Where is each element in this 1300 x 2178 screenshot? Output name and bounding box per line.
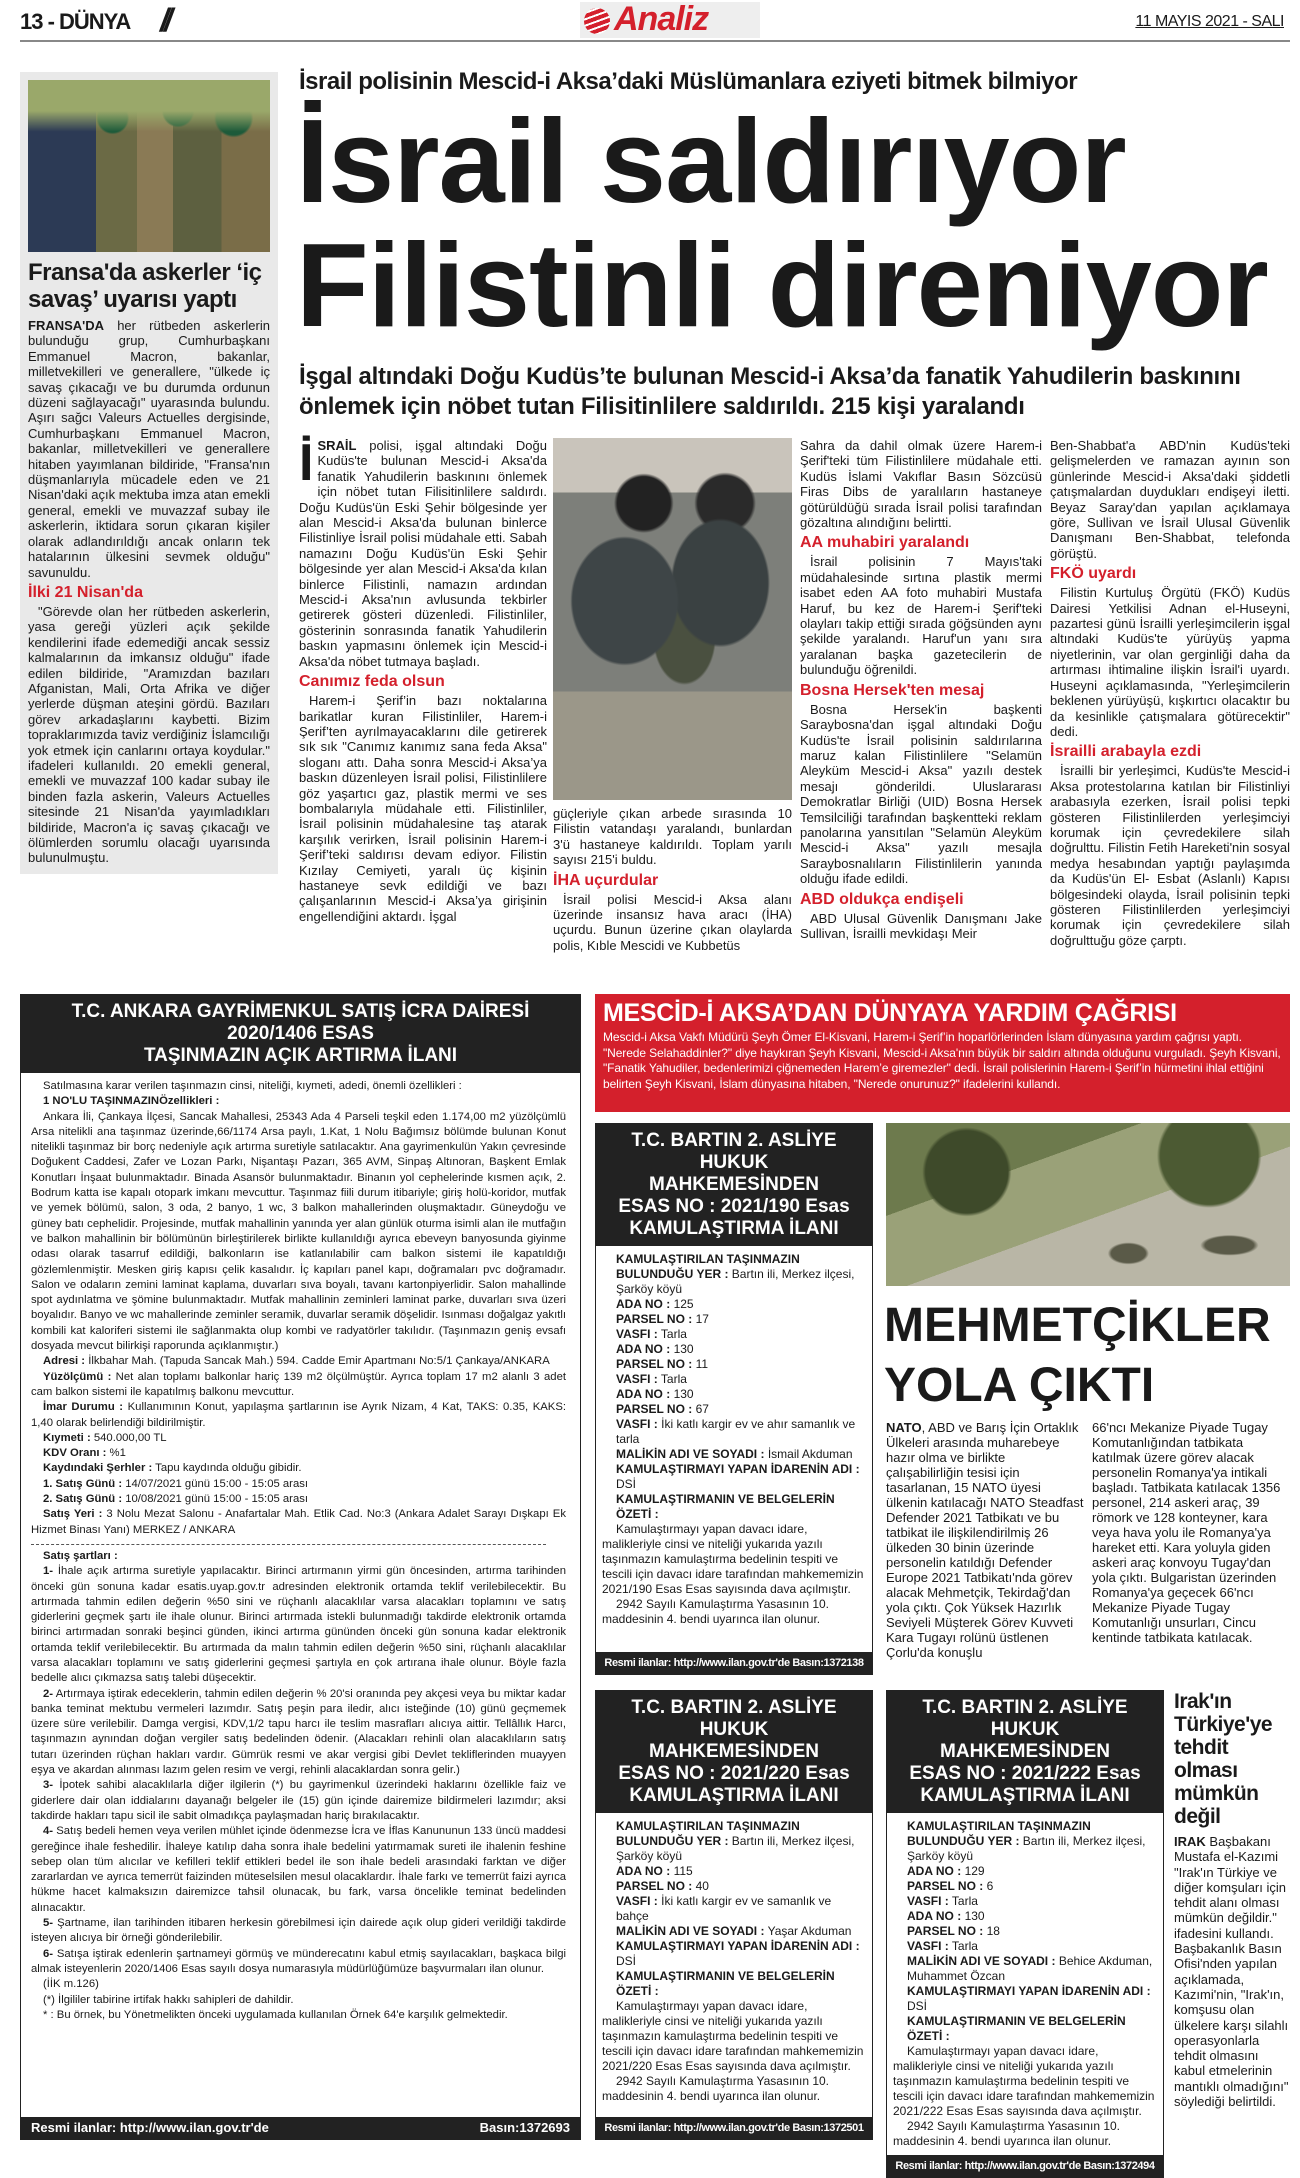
- field-value: 14/07/2021 günü 15:00 - 15:05 arası: [122, 1477, 309, 1490]
- paragraph: [886, 1420, 1084, 1660]
- field-value: Tarla: [951, 1939, 978, 1953]
- term-number: 1-: [43, 1565, 54, 1578]
- newspaper-logo: [580, 2, 760, 38]
- subtitle: [31, 1094, 566, 1109]
- lead-word: IRAK: [1174, 1834, 1206, 1849]
- field-label: Kıymeti :: [43, 1431, 91, 1444]
- location: [602, 1252, 864, 1297]
- parcel-vasfi: [602, 1327, 864, 1342]
- main-headline: [296, 95, 1296, 352]
- nato-headline-line: YOLA ÇIKTI: [884, 1359, 1155, 1412]
- field-label: 2. Satış Günü :: [43, 1493, 123, 1506]
- sale-term: [31, 1687, 566, 1779]
- subheading: İlki 21 Nisan'da: [28, 583, 143, 601]
- sale-terms: [31, 1564, 566, 1977]
- note: * : Bu örnek, bu Yönetmelikten önceki uygulamada kullanılan Örnek 64'e karşılık gelmektedir.: [43, 2008, 508, 2021]
- paragraph: güçleriyle çıkan arbede sırasında 10 Filistin vatandaşı yaralandı, bunlardan 3'ü hastaneye kaldırıldı. Toplam yarılı sayısı 215'i buldu.: [553, 806, 792, 868]
- notice-body: [596, 1813, 872, 2110]
- parcel-ada: [602, 1297, 864, 1312]
- notice-body: [887, 1813, 1163, 2155]
- parcel-ada: [602, 1387, 864, 1402]
- property-field: [31, 1370, 566, 1401]
- property-field: [31, 1400, 566, 1431]
- paragraph: [28, 318, 270, 580]
- police-detaining-man-photo: [553, 438, 792, 800]
- paragraph: İsrail polisinin 7 Mayıs'taki müdahalesinde sırtına plastik mermi isabet eden AA foto muhabiri Mustafa Haruf, bu kez de Harem-i Şerif'teki olayları takip ettiği sırada göğsünden aynı şekilde yaralandı. Haruf'un yanı sıra yaralanan başka gazetecilerin de bulunduğu öğrenildi.: [800, 554, 1042, 678]
- field-label: KAMULAŞTIRMANIN VE BELGELERİN ÖZETİ :: [616, 1969, 835, 1998]
- parcel-parsel: [602, 1312, 864, 1327]
- property-fields: [31, 1354, 566, 1538]
- field-label: KAMULAŞTIRMANIN VE BELGELERİN ÖZETİ :: [616, 1492, 835, 1521]
- sale-term: [31, 1916, 566, 1947]
- field-label: VASFI :: [616, 1372, 658, 1386]
- field-label: İmar Durumu :: [43, 1401, 124, 1414]
- parcel-vasfi: [893, 1894, 1155, 1909]
- notice-title-line: TAŞINMAZIN AÇIK ARTIRMA İLANI: [143, 1045, 458, 1066]
- bartin-expropriation-notice: [595, 1123, 873, 1675]
- paragraph-text: her rütbeden askerlerin bulunduğu grup, Cumhurbaşkanı Emmanuel Macron, bakanlar, milletvekilleri ve generallere, "ülkede iç savaş çıkacağı ve bu durumda ordunun düzeni sağlayacağı" uyarasında bulundu. Aşırı sağcı Valeurs Actuelles dergisinde, Cumhurbaşkanı Emmanuel Macron, bakanlar, milletvekilleri ve generallere hitaben yayımlanan bildiride, "Fransa'nın düşmanlarıyla mücadele eden ve 21 Nisan'daki açık mektuba imza atan emekli general, emekli ve muvazzaf subay ile askerlerin, iktidara sorun çıkaran kişiler olarak adlandırıldığı ancak onların tek hatalarının ülkesini sevmek olduğu" savunuldu.: [28, 318, 270, 580]
- sale-term: [31, 1778, 566, 1824]
- field-value: Yaşar Akduman: [767, 1924, 852, 1938]
- note: (*) İlgililer tabirine irtifak hakkı sahipleri de dahildir.: [43, 1993, 294, 2006]
- parcel-vasfi: [602, 1372, 864, 1387]
- field-value: Tarla: [660, 1327, 687, 1341]
- field-label: ADA NO :: [616, 1297, 671, 1311]
- divider: [31, 1544, 546, 1545]
- field-label: Yüzölçümü :: [43, 1370, 112, 1383]
- issue-date: 11 MAYIS 2021 - SALI: [1135, 13, 1284, 30]
- field-value: Net alan toplamı balkonlar hariç 139 m2 ölçülmüştür. Ayrıca toplam 17 m2 alanlı 3 adet cam balkon sistemi ile kapatılmış balkonu mevcuttur.: [31, 1370, 566, 1398]
- notice-footer: Resmi ilanlar: http://www.ilan.gov.tr'de Basın:1372494: [887, 2155, 1163, 2177]
- paragraph: ABD Ulusal Güvenlik Danışmanı Jake Sullivan, İsrailli mevkidaşı Meir: [800, 910, 1042, 941]
- notice-title-line: KAMULAŞTIRMA İLANI: [920, 1785, 1130, 1806]
- property-field: [31, 1354, 566, 1369]
- field-label: ADA NO :: [616, 1864, 671, 1878]
- description: Ankara İli, Çankaya İlçesi, Sancak Mahallesi, 25343 Ada 4 Parseli teşkil eden 1.174,00 m2 yüzölçümlü Arsa nitelikli ana taşınmaz üzerinde,66/1174 Arsa paylı, 1.Kat, 1 Nolu Bağımsız bölümde bulunan Konut nitelikli taşınmaz bir borç nedeniyle açık artırma suretiyle satılacaktır. Ana gayrimenkulün Yakın çevresinde Doğukent Caddesi, Zafer ve Lozan Parkı, Nişantaşı Pazarı, 365 AVM, Sinpaş Altınoran, Başkent Emlak Konutları İnşaat bulunmaktadır. Binada Asansör bulunmaktadır. Binanın yol cephelerinde kısmen açık, 2. Bodrum katta ise kapalı otopark imkanı mevcuttur. Taşınmaz fiili durum itibariyle; giriş holü-koridor, mutfak ve yemek bölümü, salon, 3 oda, 2 banyo, 1 wc, 3 balkon mahallerinden oluşmaktadır. Güneydoğu ve güney batı cephelidir. Projesinde, mutfak mahallinin yanında yer alan günlük oturma isimli alan ile mutfağın ve balkon mahallinin bir bölümünün birleştirilerek birlikte kullanıldığı ayrıca ebeveyn banyosunda giyinme odası olarak tasarruf edildiği, balkonların ise katlanılabilir cam balkon sistemi ile kapatıldığı gözlemlenmiştir. Mesken giriş kapısı çelik kasalıdır. İç kapıları panel kapı, doğramaları pvc doğramadır. Salon ve odaların zemini laminat kaplama, duvarları sıva boyalı, tavanı kartonpiyerlidir. Salon mahallinde spot aydınlatma ve şömine bulunmaktadır. Mutfak mahallinin zeminleri laminat parke, duvarları sıva üzeri boyalıdır. Banyo ve wc mahallerinde zeminler seramik, duvarlar seramik döşelidir. Isınması doğalgaz yakıtlı kombili kat kaloriferi sistemi ile sağlanmakta olup kombi ve radyatörler takılıdır. (Taşınmazın geniş evsafı dosyada mevcut bilirkişi raporunda açıklanmıştır.): [31, 1110, 566, 1353]
- field-value: 18: [986, 1924, 1000, 1938]
- location: [893, 1819, 1155, 1864]
- field-value: 540.000,00 TL: [90, 1431, 167, 1444]
- notice-title-line: KAMULAŞTIRMA İLANI: [629, 1785, 839, 1806]
- term-text: İhale açık artırma suretiyle yapılacaktır. Birinci artırmanın yirmi gün öncesinden, artırma tarihinden önceki gün sonuna kadar esatis.uyap.gov.tr adresinden elektronik ortamda teklif verilebilecektir. Bu artırmada tahmin edilen değerin %50 sini ve rüçhanlı alacaklılar varsa alacakları toplamını ve satış giderlerini geçmek şartı ile ihale olunur. Birinci artırmada istekli bulunmadığı takdirde elektronik ortamda birinci artırmadan sonraki beşinci günden, ikinci artırma gününden önceki gün sonuna kadar elektronik ortamda teklif verilebilecektir. Bu artırmada da malın tahmin edilen değerin %50 sini, rüçhanlı alacaklılar varsa alacakları toplamını ve satış giderlerini geçmesi şartıyla en çok artırana ihale olunur. Böyle fazla bedelle alıcı çıkmazsa satış talebi düşecektir.: [31, 1565, 566, 1685]
- notes: [31, 1977, 566, 2023]
- notice-title-line: ESAS NO : 2021/220 Esas: [618, 1763, 850, 1784]
- field-value: Tarla: [660, 1372, 687, 1386]
- lead-word: NATO: [886, 1420, 922, 1435]
- field-value: İki katlı kargir ev ve samanlık ve bahçe: [616, 1894, 832, 1923]
- main-headline-line: Filistinli direniyor: [296, 219, 1268, 352]
- field-value: DSİ: [616, 1477, 637, 1491]
- sidebar-headline: Fransa'da askerler ‘iç savaş’ uyarısı yaptı: [28, 259, 262, 313]
- parcel-parsel: [893, 1879, 1155, 1894]
- field-label: KAMULAŞTIRILAN TAŞINMAZIN BULUNDUĞU YER :: [616, 1252, 800, 1281]
- property-field: [31, 1492, 566, 1507]
- main-headline-line: İsrail saldırıyor: [296, 95, 1126, 228]
- field-label: VASFI :: [616, 1327, 658, 1341]
- field-label: PARSEL NO :: [616, 1312, 693, 1326]
- footer-press-number: Basın:1372693: [479, 2120, 570, 2135]
- parcel-parsel: [602, 1879, 864, 1894]
- notice-body: [21, 1073, 580, 2029]
- term-number: 3-: [43, 1779, 54, 1792]
- field-value: %1: [106, 1447, 126, 1460]
- nato-headline: [884, 1296, 1290, 1416]
- field-label: PARSEL NO :: [616, 1357, 693, 1371]
- field-label: ADA NO :: [907, 1909, 962, 1923]
- notice-title-line: ESAS NO : 2021/222 Esas: [909, 1763, 1141, 1784]
- drop-cap: İ: [299, 434, 314, 492]
- note: (İİK m.126): [43, 1978, 99, 1991]
- parcel-ada: [602, 1864, 864, 1879]
- paragraph-text: polisi, işgal altındaki Doğu Kudüs'te bulunan Mescid-i Aksa'da fanatik Yahudilerin baskınını önlemek için nöbet tutan Filisitinlilere saldırdı. Doğu Kudüs'ün Eski Şehir bölgesinde yer alan Mescid-i Aksa'da bulunan binlerce Filistinliye İsrail polisi müdahale etti. Sabah namazını Doğu Kudüs'ün Eski Şehir bölgesinde yer alan Mescid-i Aksa'da kılan binlerce Filistinli, namazın ardından Mescid-i Aksa'nın avlusunda tekbirler getirerek gösteri düzenledi. Filistinliler, gösterinin sonrasında fanatik Yahudilerin baskın yapmasını önlemek için Mescid-i Aksa'da nöbet tutmaya başladı.: [299, 438, 547, 669]
- paragraph: Satılmasına karar verilen taşınmazın cinsi, niteliği, kıymeti, adedi, önemli özellikleri :: [43, 1080, 462, 1092]
- military-vehicles-photo: [886, 1123, 1290, 1286]
- notice-title: [596, 1124, 872, 1246]
- field-value: Kullanımının Konut, yapılaşma şartlarının ise Ayrık Nizam, 4 Kat, TAKS: 0.35, KAKS: 1,40 olarak belirlendiği bildirilmiştir.: [31, 1401, 567, 1429]
- sidebar-article-france: [20, 72, 278, 874]
- field-value: 40: [695, 1879, 709, 1893]
- notice-title-line: T.C. BARTIN 2. ASLİYE HUKUK: [922, 1697, 1128, 1740]
- law-text: 2942 Sayılı Kamulaştırma Yasasının 10. maddesinin 4. bendi uyarınca ilan olunur.: [893, 2119, 1121, 2148]
- nato-column-2: [1092, 1420, 1290, 1645]
- terms-title-text: Satış şartları :: [43, 1549, 118, 1562]
- notice-title: [21, 995, 580, 1073]
- summary-label: [602, 1492, 864, 1522]
- agency-field: [602, 1462, 864, 1492]
- notice-title-line: KAMULAŞTIRMA İLANI: [629, 1218, 839, 1239]
- field-value: 17: [695, 1312, 709, 1326]
- iraq-article: [1174, 1690, 1292, 2109]
- ankara-auction-notice: [20, 994, 581, 2140]
- law-text: 2942 Sayılı Kamulaştırma Yasasının 10. maddesinin 4. bendi uyarınca ilan olunur.: [602, 1597, 830, 1626]
- footer-source: Resmi ilanlar: http://www.ilan.gov.tr'de: [31, 2120, 269, 2135]
- nato-headline-line: MEHMETÇİKLER: [884, 1299, 1271, 1352]
- banner-title: MESCİD-İ AKSA’DAN DÜNYAYA YARDIM ÇAĞRISI: [603, 999, 1177, 1027]
- field-value: Tapu kaydında olduğu gibidir.: [152, 1462, 302, 1475]
- parcel-ada: [893, 1864, 1155, 1879]
- term-number: 4-: [43, 1825, 54, 1838]
- field-label: PARSEL NO :: [616, 1402, 693, 1416]
- field-value: 130: [964, 1909, 985, 1923]
- paragraph: "Görevde olan her rütbeden askerlerin, yasa gereği yüzleri açık şekilde kendilerini ifade edemediği ancak sessiz kalmalarının da imkansız olduğu" ifade edilen bildiride, "Aramızdan bazıları Afganistan, Mali, Orta Afrika ve diğer yerlerde düşman ateşini gördü. Bazıları görev arkadaşlarını kaybetti. Bizim topraklarımızda taviz verdiğiniz İslamcılığı yok etmek için canlarını ortaya koydular." ifadeleri kullanıldı. 20 emekli general, emekli ve muvazzaf 100 kadar subay ile binden fazla askerin, Valeurs Actuelles sitesinde 21 Nisan'da yayımladıkları bildiride, Macron'a iç savaş çıkacağı ve ölümlerden sorumlu olacağı uyarısında bulunulmuştu.: [28, 603, 270, 866]
- field-label: KAMULAŞTIRMAYI YAPAN İDARENİN ADI :: [907, 1984, 1151, 1998]
- headline-kicker: İsrail polisinin Mescid-i Aksa’daki Müslümanlara eziyeti bitmek bilmiyor: [299, 68, 1078, 95]
- agency-field: [602, 1939, 864, 1969]
- notice-title: [887, 1691, 1163, 1813]
- subheading: Bosna Hersek'ten mesaj: [800, 681, 985, 699]
- paragraph: Sahra da dahil olmak üzere Harem-i Şerif'teki tüm Filistinlilere müdahale etti. Kudüs İslami Vakıflar Basın Sözcüsü Firas Dibs de yaralıların hastaneye götürüldüğü sırada İsrail polisi tarafından gözaltına alındığını belirtti.: [800, 438, 1042, 531]
- owner-field: [893, 1954, 1155, 1984]
- aksa-call-banner: [595, 994, 1290, 1112]
- banner-text: Mescid-i Aksa Vakfı Müdürü Şeyh Ömer El-Kisvani, Harem-i Şerif’in hoparlörlerinden İslam dünyasına yardım çağrısı yaptı. "Nerede Selahaddinler?" diye haykıran Şeyh Kisvani, Mescid-i Aksa'nın büyük bir saldırı altında olduğunu vurguladı. Şeyh Kisvani, "Fanatik Yahudiler, bedenlerimizi çiğnemeden Harem’e giremezler" dedi. İsrail polislerinin Harem-i Şerif’in hürmetini ihlal ettiğini belirten Şeyh Kisvani, İslam dünyasına hitaben, "Nerede onurunuz?" ifadelerini kullandı.: [603, 1030, 1281, 1091]
- field-label: VASFI :: [616, 1417, 658, 1431]
- term-number: 5-: [43, 1917, 54, 1930]
- field-label: VASFI :: [907, 1894, 949, 1908]
- iraq-headline: Irak'ın Türkiye'ye tehdit olması mümkün değil: [1174, 1690, 1273, 1828]
- parcel-parsel: [602, 1357, 864, 1372]
- field-value: 130: [673, 1387, 694, 1401]
- notice-title-line: T.C. BARTIN 2. ASLİYE HUKUK: [631, 1697, 837, 1740]
- notice-title-line: T.C. BARTIN 2. ASLİYE HUKUK: [631, 1130, 837, 1173]
- agency-field: [893, 1984, 1155, 2014]
- nato-column-1: [886, 1420, 1084, 1660]
- location: [602, 1819, 864, 1864]
- field-label: VASFI :: [616, 1894, 658, 1908]
- article-column-1: [299, 434, 547, 924]
- page-header: [20, 0, 1290, 42]
- paragraph: Ben-Shabbat'a ABD'nin Kudüs'teki gelişmelerden ve ramazan ayının son günlerinde Mescid-i Aksa'daki şiddetli çatışmalardan duydukları endişeyi iletti. Beyaz Saray'dan yapılan açıklamaya göre, Sullivan ve İsrail Ulusal Güvenlik Danışmanı Ben-Shabbat, telefonda görüştü.: [1050, 438, 1290, 561]
- summary-label: [893, 2014, 1155, 2044]
- property-field: [31, 1446, 566, 1461]
- logo-globe-icon: [584, 8, 610, 34]
- paragraph: 66'ncı Mekanize Piyade Tugay Komutanlığından tatbikata katılmak üzere görev alacak personelin Romanya'ya intikali başladı. Tatbikata katılacak 1356 personel, 214 askeri araç, 39 römork ve 128 konteyner, kara veya hava yolu ile Romanya'ya hareket etti. Kara yoluyla giden askeri araç konvoyu Tugay'dan yola çıktı. Bulgaristan üzerinden Romanya'ya geçecek 66'ncı Mekanize Piyade Tugay Komutanlığı unsurları, Cincu kentinde tatbikata katılacak.: [1092, 1420, 1281, 1645]
- paragraph: [299, 434, 547, 669]
- field-label: KAMULAŞTIRMAYI YAPAN İDARENİN ADI :: [616, 1939, 860, 1953]
- field-label: PARSEL NO :: [907, 1924, 984, 1938]
- field-label: ADA NO :: [616, 1387, 671, 1401]
- article-column-2: [553, 438, 792, 953]
- iraq-body: [1174, 1834, 1292, 2109]
- subheading: Canımız feda olsun: [299, 673, 445, 691]
- paragraph-text: , ABD ve Barış İçin Ortaklık Ülkeleri arasında muharebeye hazır olma ve birlikte çalışabilirliğin tesisi için tasarlanan, 15 NATO üyesi ülkenin katılacağı NATO Steadfast Defender 2021 Tatbikatı ve bu tatbikat ile ilişkilendirilmiş 26 ülkeden 30 binin üzerinde personelin katıldığı Defender Europe 2021 Tatbikatı'nda görev alacak Mehmetçik, Tekirdağ'dan yola çıktı. Çok Yüksek Hazırlık Seviyeli Müşterek Görev Kuvveti Kara Tugayı rolünü üstlenen Çorlu'da konuşlu: [886, 1420, 1084, 1660]
- summary-text: Kamulaştırmayı yapan davacı idare, malikleriyle cinsi ve niteliği yukarıda yazılı taşınmazın kamulaştırma bedelinin tespiti ve tescili için davacı idare tarafından mahkememizin 2021/222 Esas Esas sayısında dava açılmıştır.: [893, 2044, 1155, 2118]
- parcel-parsel: [893, 1924, 1155, 1939]
- owner-field: [602, 1447, 864, 1462]
- subheading: ABD oldukça endişeli: [800, 890, 964, 908]
- sale-term: [31, 1564, 566, 1686]
- field-label: PARSEL NO :: [907, 1879, 984, 1893]
- notice-title-line: ESAS NO : 2021/190 Esas: [618, 1196, 850, 1217]
- property-field: [31, 1461, 566, 1476]
- paragraph: Harem-i Şerif’in bazı noktalarına barikatlar kuran Filistinliler, Harem-i Şerif’ten ayrılmayacaklarını dile getirerek sık sık "Canımız kanımız sana feda Aksa" sloganı attı. Daha sonra Mescid-i Aksa’ya baskın düzenleyen İsrail polisi, Filistinlilere göz yaşartıcı gaz, plastik mermi ve ses bombalarıyla müdahale etti. Filistinliler, İsrail polisinin müdahalesine taş atarak karşılık verirken, İsrail polisinin Harem-i Şerif’teki saldırısı devam ediyor. Filistin Kızılay Cemiyeti, yaralı üç kişinin hastaneye sevk edildiği ve bazı çalışanlarının Mescid-i Aksa’ya girişinin engellendiğini aktardı. İşgal: [299, 693, 547, 924]
- field-label: MALİKİN ADI VE SOYADI :: [616, 1924, 765, 1938]
- owner-field: [602, 1924, 864, 1939]
- field-value: 129: [964, 1864, 985, 1878]
- notice-title-line: MAHKEMESİNDEN: [649, 1741, 819, 1762]
- field-value: 6: [986, 1879, 994, 1893]
- field-value: İlkbahar Mah. (Tapuda Sancak Mah.) 594. Cadde Emir Apartmanı No:5/1 Çankaya/ANKARA: [85, 1355, 550, 1368]
- paragraph-text: Başbakanı Mustafa el-Kazımi "Irak'ın Türkiye ve diğer komşuları için tehdit alanı olması mümkün değildir." ifadesini kullandı. Başbakanlık Basın Ofisi'nden yapılan açıklamada, Kazımi'nin, "Irak'ın, komşusu olan ülkelere karşı silahlı operasyonlarla tehdit olmasını kabul etmelerinin mantıklı olmadığını" söylediği belirtildi.: [1174, 1834, 1289, 2110]
- field-value: 11: [695, 1357, 709, 1371]
- field-label: PARSEL NO :: [616, 1879, 693, 1893]
- field-label: ADA NO :: [616, 1342, 671, 1356]
- field-label: KAMULAŞTIRMANIN VE BELGELERİN ÖZETİ :: [907, 2014, 1126, 2043]
- term-text: Satışa iştirak edenlerin şartnameyi görmüş ve münderecatını kabul etmiş sayılacakları, başkaca bilgi almak isteyenlerin 2020/1406 Esas sayılı dosya numarasıyla müdürlüğümüze başvurmaları ilan olunur.: [31, 1947, 566, 1975]
- field-label: 1. Satış Günü :: [43, 1477, 123, 1490]
- field-label: KAMULAŞTIRILAN TAŞINMAZIN BULUNDUĞU YER :: [616, 1819, 800, 1848]
- field-value: İsmail Akduman: [767, 1447, 853, 1461]
- field-value: 67: [695, 1402, 709, 1416]
- field-value: 125: [673, 1297, 694, 1311]
- paragraph: [1174, 1834, 1292, 2109]
- subtitle-text: 1 NO'LU TAŞINMAZINÖzellikleri :: [43, 1095, 220, 1108]
- bartin-expropriation-notice: [595, 1690, 873, 2140]
- field-label: MALİKİN ADI VE SOYADI :: [616, 1447, 765, 1461]
- field-value: 115: [673, 1864, 693, 1878]
- subheading: İsrailli arabayla ezdi: [1050, 743, 1202, 761]
- lead-word: SRAİL: [317, 438, 357, 453]
- parcel-ada: [602, 1342, 864, 1357]
- field-label: ADA NO :: [907, 1864, 962, 1878]
- property-field: [31, 1431, 566, 1446]
- field-value: Bartın ili, Merkez ilçesi, Şarköy köyü: [616, 1267, 855, 1296]
- field-label: KDV Oranı :: [43, 1447, 107, 1460]
- soldiers-photo: [28, 80, 270, 252]
- paragraph: İsrail polisi Mescid-i Aksa alanı üzerinde insansız hava aracı (İHA) uçurdu. Bunun üzerine çıkan olaylarda polis, Kıble Mescidi ve Kubbetüs: [553, 891, 792, 953]
- field-value: Bartın ili, Merkez ilçesi, Şarköy köyü: [907, 1834, 1146, 1863]
- sidebar-body: [28, 318, 270, 866]
- parcel-vasfi: [893, 1939, 1155, 1954]
- article-column-3: [800, 438, 1042, 941]
- sale-term: [31, 1824, 566, 1916]
- notice-title-line: 2020/1406 ESAS: [227, 1023, 374, 1044]
- subheading: İHA uçurdular: [553, 871, 659, 889]
- section-separator: //: [160, 2, 168, 38]
- parcel-vasfi: [602, 1417, 864, 1447]
- law-text: 2942 Sayılı Kamulaştırma Yasasının 10. maddesinin 4. bendi uyarınca ilan olunur.: [602, 2074, 830, 2103]
- paragraph: Filistin Kurtuluş Örgütü (FKÖ) Kudüs Dairesi Yetkilisi Adnan el-Huseyni, pazartesi günü İsrailli yerleşimcilerin işgal altındaki Kudüs'te yürüyüş yapma niyetlerinin, var olan gerginliği daha da artırması ihtimaline ilişkin İsrail'i uyardı. Huseyni açıklamasında, "Yerleşimcilerin beklenen yürüyüşü, kışkırtıcı olacaktır bu da kesinlikle çatışmalara götürecektir" dedi.: [1050, 585, 1290, 739]
- term-text: Satış bedeli hemen veya verilen mühlet içinde ödenmezse İcra ve İflas Kanununun 133 üncü maddesi gereğince ihale feshedilir. İhaleye katılıp daha sonra ihale bedelini yatırmamak sureti ile ihalenin feshine sebep olan tüm alıcılar ve kefilleri teklif ettikleri bedel ile son ihale bedeli arasındaki farktan ve diğer zararlardan ve ayrıca temerrüt faizinden müteselsilen mesul olacaklardır. İhale farkı ve temerrüt faizi ayrıca hükme hacet kalmaksızın dairemizce tahsil olunacak, bu fark, varsa öncelikle teminat bedelinden alınacaktır.: [31, 1825, 566, 1914]
- notice-footer: [21, 2117, 580, 2139]
- notice-footer: Resmi ilanlar: http://www.ilan.gov.tr'de Basın:1372138: [596, 1652, 872, 1674]
- summary-text: Kamulaştırmayı yapan davacı idare, malikleriyle cinsi ve niteliği yukarıda yazılı taşınmazın kamulaştırma bedelinin tespiti ve tescili için davacı idare tarafından mahkememizin 2021/220 Esas Esas sayısında dava açılmıştır.: [602, 1999, 864, 2073]
- bartin-expropriation-notice: [886, 1690, 1164, 2178]
- notice-body: [596, 1246, 872, 1633]
- field-value: 130: [673, 1342, 694, 1356]
- field-value: 10/08/2021 günü 15:00 - 15:05 arası: [122, 1493, 309, 1506]
- field-value: Behice Akduman, Muhammet Özcan: [907, 1954, 1153, 1983]
- field-value: DSİ: [907, 1999, 928, 2013]
- field-value: İki katlı kargir ev ve ahır samanlık ve tarla: [616, 1417, 856, 1446]
- notice-title-line: MAHKEMESİNDEN: [649, 1174, 819, 1195]
- paragraph: Bosna Hersek'in başkenti Saraybosna'dan işgal altındaki Doğu Kudüs'te İsrail polisinin saldırılarına maruz kalan Filistinlilere "Selamün Aleyküm Mescid-i Aksa" yazılı destek mesajı gönderildi. Uluslararası Demokratlar Birliği (UID) Bosna Hersek Temsilciliği tarafından başkentteki reklam panolarına yansıtılan "Selamün Aleyküm Mescid-i Aksa" yazılı mesajla Saraybosnalıların Filistinlilerin yanında olduğu ifade edildi.: [800, 701, 1042, 887]
- subheading: FKÖ uyardı: [1050, 565, 1137, 583]
- parcel-vasfi: [602, 1894, 864, 1924]
- field-label: MALİKİN ADI VE SOYADI :: [907, 1954, 1056, 1968]
- field-label: Adresi :: [43, 1355, 86, 1368]
- property-field: [31, 1507, 566, 1538]
- terms-title: [31, 1549, 566, 1564]
- field-value: Tarla: [951, 1894, 978, 1908]
- field-value: Bartın ili, Merkez ilçesi, Şarköy köyü: [616, 1834, 855, 1863]
- sale-term: [31, 1947, 566, 1978]
- logo-text: Analiz: [614, 0, 709, 38]
- article-column-4: [1050, 438, 1290, 948]
- paragraph: İsrailli bir yerleşimci, Kudüs'te Mescid-i Aksa protestolarına katılan bir Filistinliyi arabasıyla ezerken, İsrail polisi tepki gösteren Filistinlilerden yerleşimciyi korumak için çevredekilere silah doğrulttu. Filistin Fetih Hareketi'nin sosyal medya hesabından yaptığı paylaşımda da Kudüs'ün El- Esbat (Aslanlı) Kapısı bölgesindeki olayda, İsrail polisinin tepki gösteren Filistinlilerden yerleşimciyi korumak için çevredekilere silah doğrulttuğu göze çarptı.: [1050, 763, 1290, 948]
- subheading: AA muhabiri yaralandı: [800, 534, 970, 552]
- field-label: KAMULAŞTIRMAYI YAPAN İDARENİN ADI :: [616, 1462, 860, 1476]
- field-label: Kaydındaki Şerhler :: [43, 1462, 153, 1475]
- field-label: Satış Yeri :: [43, 1508, 103, 1521]
- property-field: [31, 1477, 566, 1492]
- field-value: 3 Nolu Mezat Salonu - Anafartalar Mah. Etlik Cad. No:3 (Ankara Adalet Sarayı Dışkapı Ek Hizmet Binası Yanı) MERKEZ / ANKARA: [31, 1508, 566, 1536]
- summary-label: [602, 1969, 864, 1999]
- lead-word: FRANSA'DA: [28, 318, 105, 333]
- term-text: İpotek sahibi alacaklılarla diğer ilgilerin (*) bu gayrimenkul üzerindeki haklarını özellikle faiz ve giderlere dair olan iddialarını dayanağı belgeler ile (15) gün içinde dairemize bildirmeleri lazımdır; aksi takdirde hakları tapu sicil ile sabit olmadıkça paylaşmadan hariç bırakılacaktır.: [31, 1779, 566, 1822]
- term-text: Artırmaya iştirak edeceklerin, tahmin edilen değerin % 20'si oranında pey akçesi veya bu miktar kadar banka teminat mektubu vermeleri lazımdır. Satış peşin para iledir, alıcı isteğinde (10) günü geçmemek üzere süre verilebilir. Damga vergisi, KDV,1/2 tapu harcı ile teslim masrafları alıcıya aittir. Tellâllık Harcı, taşınmazın aynından doğan vergiler satış bedelinden ödenir. (Alacakları rehinli olan alacaklıların satış tutarı üzerinden rüçhan hakları vardır. Gümrük resmi ve akar vergisi gibi Devlet tekliflerinden muayyen eşya ve akardan alınması lazım gelen resim ve vergi, rehinli alacaklardan sonra gelir.): [31, 1687, 566, 1777]
- page-section-label: 13 - DÜNYA: [20, 9, 131, 34]
- headline-deck: İşgal altındaki Doğu Kudüs’te bulunan Mescid-i Aksa’da fanatik Yahudilerin baskınını önlemek için nöbet tutan Filisitinlilere saldırıldı. 215 kişi yaralandı: [299, 363, 1241, 420]
- notice-footer: Resmi ilanlar: http://www.ilan.gov.tr'de Basın:1372501: [596, 2117, 872, 2139]
- field-label: VASFI :: [907, 1939, 949, 1953]
- field-value: DSİ: [616, 1954, 637, 1968]
- parcel-ada: [893, 1909, 1155, 1924]
- term-number: 2-: [43, 1687, 54, 1700]
- notice-title-line: T.C. ANKARA GAYRİMENKUL SATIŞ İCRA DAİRESİ: [71, 1001, 530, 1022]
- notice-title: [596, 1691, 872, 1813]
- term-text: Şartname, ilan tarihinden itibaren herkesin görebilmesi için dairede açık olup gideri verildiği takdirde isteyen alıcıya bir örneği gönderilebilir.: [31, 1917, 566, 1945]
- summary-text: Kamulaştırmayı yapan davacı idare, malikleriyle cinsi ve niteliği yukarıda yazılı taşınmazın kamulaştırma bedelinin tespiti ve tescili için davacı idare tarafından mahkememizin 2021/190 Esas Esas sayısında dava açılmıştır.: [602, 1522, 864, 1596]
- term-number: 6-: [43, 1947, 54, 1960]
- notice-title-line: MAHKEMESİNDEN: [940, 1741, 1110, 1762]
- parcel-parsel: [602, 1402, 864, 1417]
- field-label: KAMULAŞTIRILAN TAŞINMAZIN BULUNDUĞU YER :: [907, 1819, 1091, 1848]
